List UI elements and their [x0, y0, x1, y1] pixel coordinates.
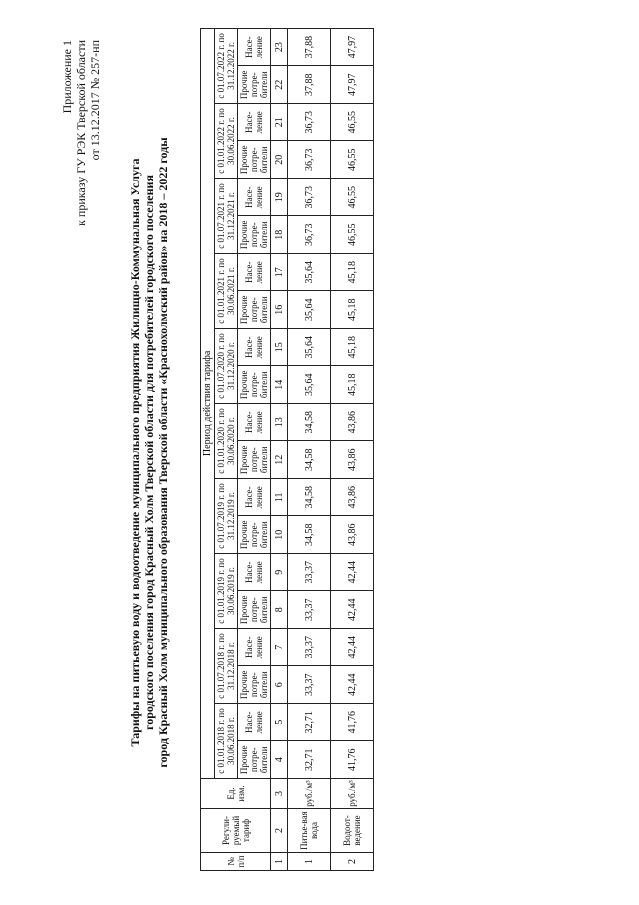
row-value: 41,76: [331, 704, 374, 742]
column-number: 19: [271, 179, 288, 217]
header-other-consumers: Прочие потре-бители: [238, 666, 271, 704]
row-value: 35,64: [288, 329, 331, 367]
column-number: 12: [271, 441, 288, 479]
header-other-consumers: Прочие потре-бители: [238, 441, 271, 479]
header-row-3: [238, 28, 271, 870]
row-value: 32,71: [288, 704, 331, 742]
header-other-consumers: Прочие потре-бители: [238, 291, 271, 329]
row-value: 35,64: [288, 366, 331, 404]
row-value: 45,18: [331, 254, 374, 292]
header-other-consumers: Прочие потре-бители: [238, 741, 271, 779]
row-value: 45,18: [331, 366, 374, 404]
header-population: Насе-ление: [238, 554, 271, 592]
column-number: 14: [271, 366, 288, 404]
row-value: 32,71: [288, 741, 331, 779]
header-period-item: с 01.07.2020 г. по 31.12.2020 г.: [215, 329, 238, 404]
row-value: 42,44: [331, 554, 374, 592]
appendix-line-1: Приложение 1: [60, 40, 74, 114]
table-head: [201, 28, 271, 870]
row-value: 42,44: [331, 666, 374, 704]
column-number: 21: [271, 104, 288, 142]
row-value: 46,55: [331, 104, 374, 142]
header-population: Насе-ление: [238, 254, 271, 292]
row-value: 47,97: [331, 28, 374, 66]
row-value: 46,55: [331, 179, 374, 217]
appendix-line-2: к приказу ГУ РЭК Тверской области: [74, 40, 88, 226]
header-no: № п/п: [201, 853, 271, 871]
header-other-consumers: Прочие потре-бители: [238, 591, 271, 629]
header-unit: Ед. изм.: [201, 779, 271, 809]
row-value: 43,86: [331, 404, 374, 442]
row-value: 34,58: [288, 441, 331, 479]
header-period: Период действия тарифа: [201, 28, 215, 778]
header-population: Насе-ление: [238, 28, 271, 66]
appendix-block: [60, 40, 102, 226]
row-value: 35,64: [288, 291, 331, 329]
row-value: 46,55: [331, 141, 374, 179]
header-period-item: с 01.01.2020 г. по 30.06.2020 г.: [215, 404, 238, 479]
header-population: Насе-ление: [238, 704, 271, 742]
appendix-line-3: от 13.12.2017 № 257-нп: [88, 40, 102, 161]
header-period-item: с 01.07.2019 г. по 31.12.2019 г.: [215, 479, 238, 554]
header-row-1: [201, 28, 215, 870]
title-line-3: город Красный Холм муниципального образования Тверской области «Краснохолмский район» на 2018 – 2022 годы: [156, 137, 170, 768]
row-unit: руб./м³: [331, 779, 374, 809]
header-period-item: с 01.07.2022 г. по 31.12.2022 г.: [215, 28, 238, 103]
column-number: 7: [271, 629, 288, 667]
row-value: 35,64: [288, 254, 331, 292]
column-number: 4: [271, 741, 288, 779]
column-number: 17: [271, 254, 288, 292]
row-value: 33,37: [288, 591, 331, 629]
column-number: 15: [271, 329, 288, 367]
header-period-item: с 01.01.2019 г. по 30.06.2019 г.: [215, 554, 238, 629]
row-value: 36,73: [288, 216, 331, 254]
header-period-item: с 01.07.2021 г. по 31.12.2021 г.: [215, 179, 238, 254]
row-value: 36,73: [288, 179, 331, 217]
document-title: [128, 60, 170, 845]
column-number: 5: [271, 704, 288, 742]
table-row: [331, 28, 374, 870]
row-value: 42,44: [331, 591, 374, 629]
header-population: Насе-ление: [238, 629, 271, 667]
column-number: 2: [271, 809, 288, 853]
column-number: 23: [271, 28, 288, 66]
column-number: 10: [271, 516, 288, 554]
row-tariff: Питье-вая вода: [288, 809, 331, 853]
column-number: 3: [271, 779, 288, 809]
header-population: Насе-ление: [238, 179, 271, 217]
column-number: 13: [271, 404, 288, 442]
row-value: 45,18: [331, 329, 374, 367]
column-number: 6: [271, 666, 288, 704]
row-value: 45,18: [331, 291, 374, 329]
row-value: 41,76: [331, 741, 374, 779]
column-number: 22: [271, 66, 288, 104]
row-value: 43,86: [331, 441, 374, 479]
row-value: 43,86: [331, 516, 374, 554]
table-row: [288, 28, 331, 870]
row-value: 42,44: [331, 629, 374, 667]
header-row-2: [215, 28, 238, 870]
header-other-consumers: Прочие потре-бители: [238, 66, 271, 104]
row-number: 2: [331, 853, 374, 871]
header-other-consumers: Прочие потре-бители: [238, 516, 271, 554]
header-other-consumers: Прочие потре-бители: [238, 366, 271, 404]
header-period-item: с 01.07.2018 г. по 31.12.2018 г.: [215, 629, 238, 704]
row-value: 33,37: [288, 629, 331, 667]
column-number: 8: [271, 591, 288, 629]
row-value: 33,37: [288, 554, 331, 592]
row-value: 33,37: [288, 666, 331, 704]
header-tariff: Регули-руемый тариф: [201, 809, 271, 853]
header-other-consumers: Прочие потре-бители: [238, 141, 271, 179]
header-period-item: с 01.01.2021 г. по 30.06.2021 г.: [215, 254, 238, 329]
row-value: 34,58: [288, 516, 331, 554]
column-number: 1: [271, 853, 288, 871]
tariff-table: [200, 28, 374, 871]
header-period-item: с 01.01.2022 г. по 30.06.2022 г.: [215, 104, 238, 179]
row-value: 34,58: [288, 404, 331, 442]
column-number: 9: [271, 554, 288, 592]
title-line-1: Тарифы на питьевую воду и водоотведение муниципального предприятия Жилищно-Коммунальная Услуга: [128, 158, 142, 747]
row-value: 46,55: [331, 216, 374, 254]
header-population: Насе-ление: [238, 479, 271, 517]
row-number: 1: [288, 853, 331, 871]
header-other-consumers: Прочие потре-бители: [238, 216, 271, 254]
header-population: Насе-ление: [238, 329, 271, 367]
row-value: 37,88: [288, 66, 331, 104]
column-number: 20: [271, 141, 288, 179]
column-number: 11: [271, 479, 288, 517]
row-value: 36,73: [288, 141, 331, 179]
header-population: Насе-ление: [238, 404, 271, 442]
table-body: [271, 28, 374, 870]
column-number-row: [271, 28, 288, 870]
row-unit: руб./м³: [288, 779, 331, 809]
row-value: 37,88: [288, 28, 331, 66]
row-tariff: Водоот-ведение: [331, 809, 374, 853]
header-population: Насе-ление: [238, 104, 271, 142]
header-period-item: с 01.01.2018 г. по 30.06.2018 г.: [215, 704, 238, 779]
column-number: 18: [271, 216, 288, 254]
row-value: 36,73: [288, 104, 331, 142]
row-value: 47,97: [331, 66, 374, 104]
row-value: 34,58: [288, 479, 331, 517]
column-number: 16: [271, 291, 288, 329]
row-value: 43,86: [331, 479, 374, 517]
title-line-2: городского поселения город Красный Холм Тверской области для потребителей городского поселения: [142, 175, 156, 730]
